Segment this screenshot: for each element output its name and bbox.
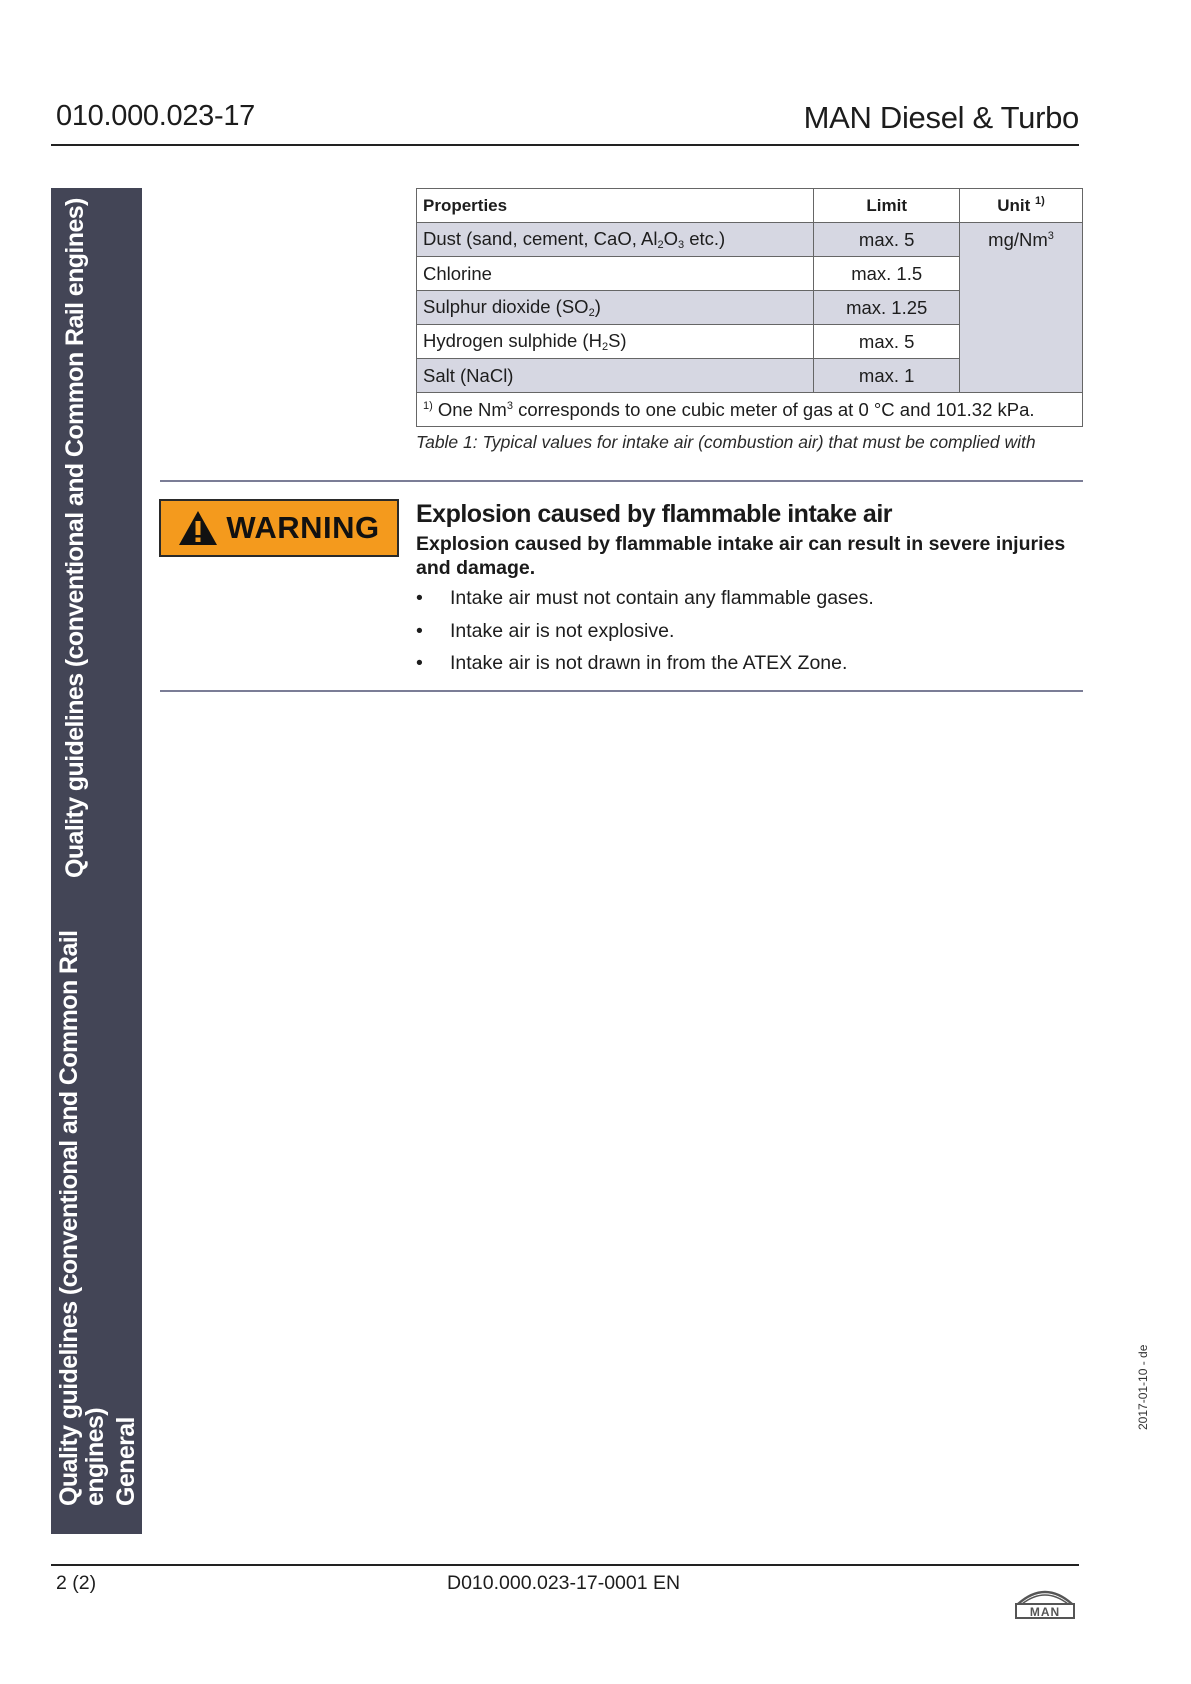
intake-air-limits-table xyxy=(416,188,1083,427)
page-number: 2 (2) xyxy=(56,1572,97,1594)
table-caption: Table 1: Typical values for intake air (combustion air) that must be complied with xyxy=(416,432,1036,452)
warning-badge xyxy=(159,499,399,557)
footer-divider xyxy=(51,1564,1079,1566)
limit-cell: max. 5 xyxy=(814,325,960,359)
unit-footnote-marker: 1) xyxy=(1035,195,1045,207)
document-code: D010.000.023-17-0001 EN xyxy=(447,1572,681,1594)
header-divider xyxy=(51,144,1079,146)
column-header-properties: Properties xyxy=(417,189,814,223)
property-cell: Sulphur dioxide $(SO_2)$ xyxy=(417,291,814,325)
limit-cell: max. 1 xyxy=(814,359,960,393)
property-cell: Hydrogen sulphide $(H_2S)$ xyxy=(417,325,814,359)
list-item: • Intake air must not contain any flammable gases. xyxy=(416,587,874,609)
warning-label: WARNING xyxy=(226,510,380,545)
sidebar-section-line-3: General xyxy=(112,1417,140,1506)
warning-title: Explosion caused by flammable intake air xyxy=(416,500,893,528)
warning-description: Explosion caused by flammable intake air can result in severe injuries and damage. xyxy=(416,533,1066,579)
warning-triangle-icon xyxy=(178,510,218,546)
unit-cell: mg/Nm$^3$ xyxy=(960,223,1083,393)
column-header-unit: Unit $^{1)}$ xyxy=(960,189,1083,223)
warning-top-divider xyxy=(160,480,1083,482)
property-cell: Salt (NaCl) xyxy=(417,359,814,393)
sidebar-section-line-2: engines) xyxy=(81,1408,109,1506)
revision-date: 2017-01-10 - de xyxy=(1136,1344,1150,1430)
property-cell: Dust (sand, cement, CaO, $Al_2O_3$ etc.) xyxy=(417,223,814,257)
list-item: • Intake air is not explosive. xyxy=(416,620,675,642)
sidebar-section-line-1: Quality guidelines (conventional and Common Rail xyxy=(55,930,83,1506)
company-name: MAN Diesel & Turbo xyxy=(803,100,1079,135)
man-logo-icon xyxy=(1014,1584,1076,1622)
limit-cell: max. 5 xyxy=(814,223,960,257)
property-cell: Chlorine xyxy=(417,257,814,291)
svg-text:MAN: MAN xyxy=(1029,1605,1061,1619)
table-row xyxy=(417,223,1083,257)
sidebar-title: Quality guidelines (conventional and Common Rail engines) xyxy=(61,198,89,878)
column-header-limit: Limit xyxy=(814,189,960,223)
list-item: • Intake air is not drawn in from the ATEX Zone. xyxy=(416,652,848,674)
table-header-row xyxy=(417,189,1083,223)
table-footnote-row xyxy=(417,393,1083,427)
table-footnote: $^{1)}$ One Nm$^3$ corresponds to one cubic meter of gas at 0 °C and 101.32 kPa. xyxy=(417,393,1083,427)
chapter-sidebar xyxy=(51,188,142,1534)
limit-cell: max. 1.25 xyxy=(814,291,960,325)
limit-cell: max. 1.5 xyxy=(814,257,960,291)
document-number: 010.000.023-17 xyxy=(56,100,255,132)
warning-bottom-divider xyxy=(160,690,1083,692)
